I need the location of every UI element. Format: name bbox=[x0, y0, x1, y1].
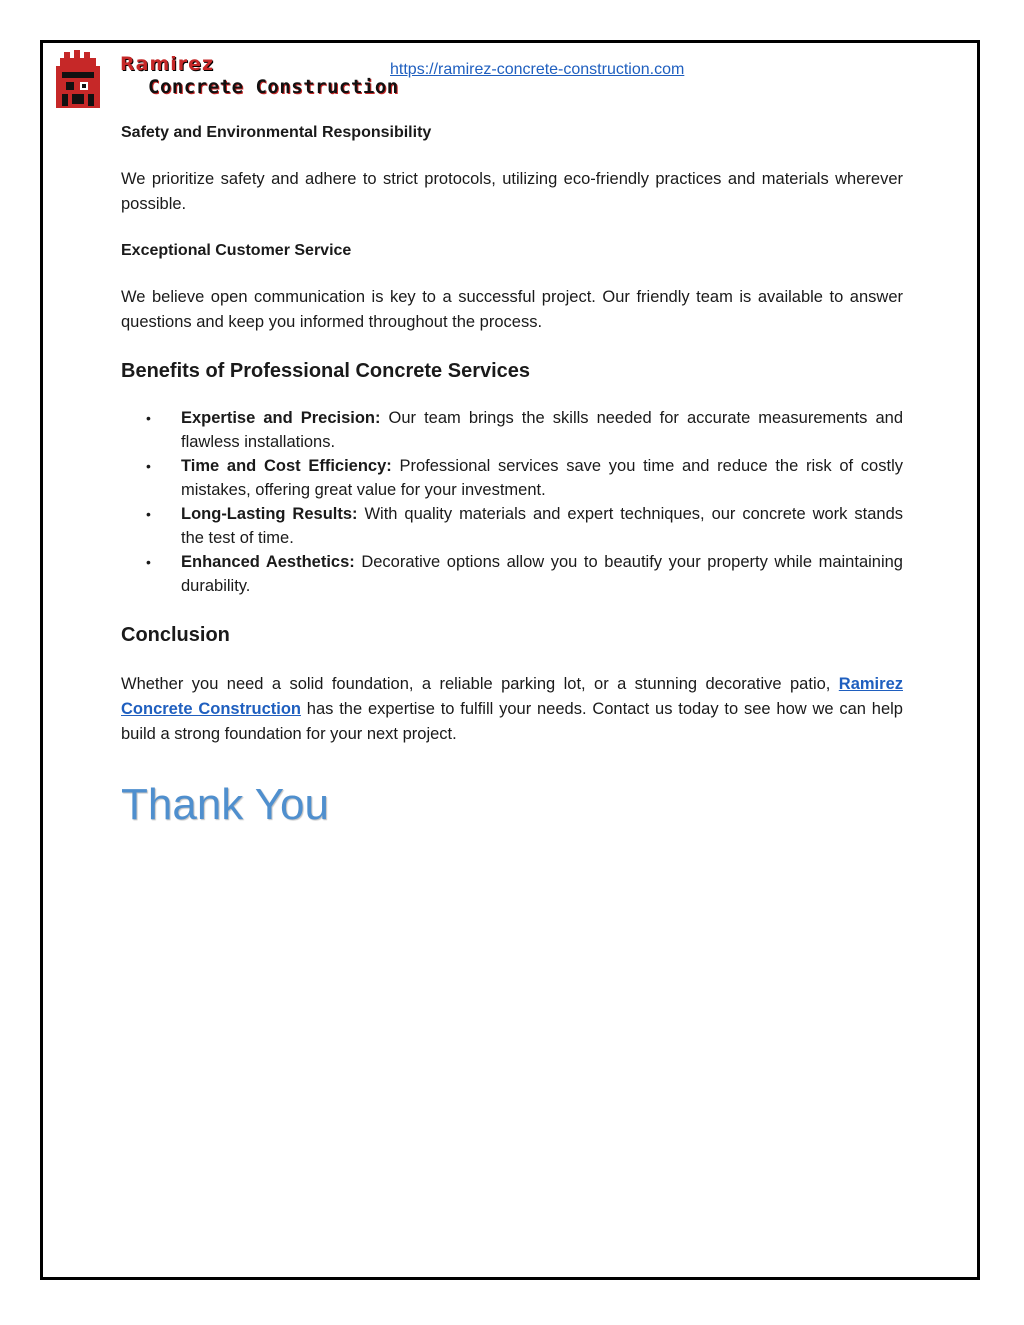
safety-paragraph: We prioritize safety and adhere to strict protocols, utilizing eco-friendly practices and materials wherever possible. bbox=[121, 170, 903, 213]
document-body bbox=[121, 120, 903, 833]
benefit-lead: Expertise and Precision: bbox=[181, 409, 381, 427]
list-item bbox=[121, 454, 903, 502]
conclusion-text-start: Whether you need a solid foundation, a reliable parking lot, or a stunning decorative patio, bbox=[121, 675, 831, 693]
thank-you-heading: Thank You bbox=[121, 780, 329, 829]
customer-service-paragraph: We believe open communication is key to a successful project. Our friendly team is available to answer questions and keep you informed throughout the process. bbox=[121, 288, 903, 331]
conclusion-text-end: has the expertise to fulfill your needs. Contact us today to see how we can help build a strong foundation for your next project. bbox=[121, 700, 903, 743]
benefit-text: Professional services save you time and reduce the risk of costly mistakes, offering great value for your investment. bbox=[181, 457, 903, 499]
conclusion-heading: Conclusion bbox=[121, 624, 230, 646]
benefit-lead: Time and Cost Efficiency: bbox=[181, 457, 392, 475]
safety-heading: Safety and Environmental Responsibility bbox=[121, 124, 432, 141]
company-name-link[interactable]: Ramirez Concrete Construction bbox=[121, 675, 903, 718]
customer-service-heading: Exceptional Customer Service bbox=[121, 242, 352, 259]
website-url-link[interactable]: https://ramirez-concrete-construction.com bbox=[390, 61, 685, 78]
bullet-icon: • bbox=[146, 410, 151, 426]
benefit-lead: Long-Lasting Results: bbox=[181, 505, 358, 523]
logo-wordmark-top: Ramirez bbox=[120, 53, 215, 75]
benefit-lead: Enhanced Aesthetics: bbox=[181, 553, 355, 571]
conclusion-paragraph bbox=[121, 672, 903, 747]
benefit-text: Our team brings the skills needed for accurate measurements and flawless installations. bbox=[181, 409, 903, 451]
list-item bbox=[121, 406, 903, 454]
benefits-list bbox=[121, 406, 903, 598]
benefit-text: Decorative options allow you to beautify your property while maintaining durability. bbox=[181, 553, 903, 595]
bullet-icon: • bbox=[146, 458, 151, 474]
list-item bbox=[121, 550, 903, 598]
benefit-text: With quality materials and expert techniques, our concrete work stands the test of time. bbox=[181, 505, 903, 547]
bullet-icon: • bbox=[146, 506, 151, 522]
logo-wordmark-bottom: Concrete Construction bbox=[148, 76, 399, 98]
bullet-icon: • bbox=[146, 554, 151, 570]
benefits-heading: Benefits of Professional Concrete Services bbox=[121, 360, 531, 382]
list-item bbox=[121, 502, 903, 550]
aztec-warrior-logo-icon bbox=[56, 50, 100, 108]
